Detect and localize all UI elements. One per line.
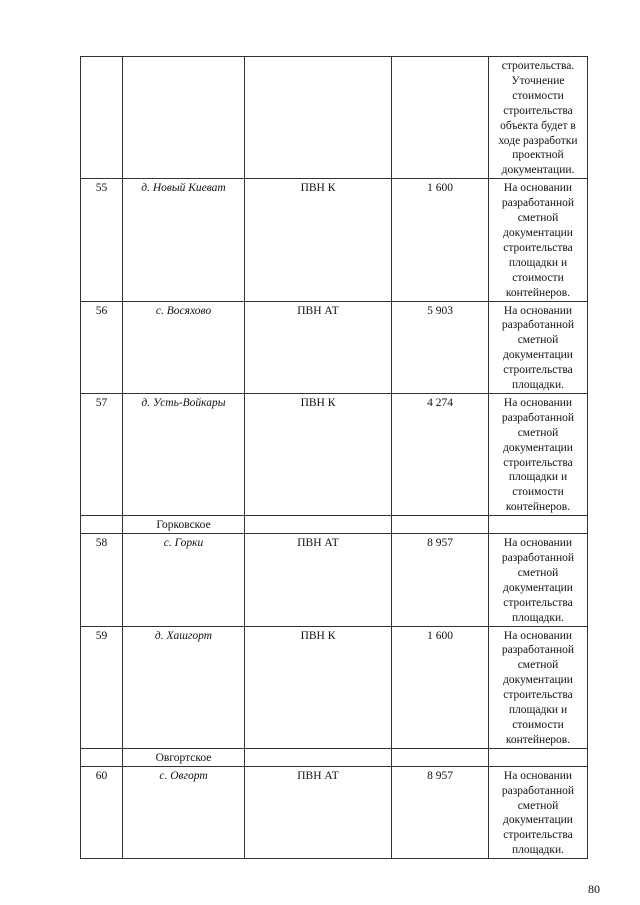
number-cell — [81, 57, 123, 179]
basis-cell — [489, 516, 588, 534]
item-number: 55 — [81, 179, 123, 301]
settlement-name: с. Восяхово — [123, 301, 245, 393]
item-number: 59 — [81, 626, 123, 748]
facility-type: ПВН АТ — [245, 534, 392, 626]
table-row — [81, 626, 588, 748]
item-number: 56 — [81, 301, 123, 393]
number-cell — [81, 516, 123, 534]
item-number: 60 — [81, 766, 123, 858]
settlement-name: с. Овгорт — [123, 766, 245, 858]
number-cell — [81, 748, 123, 766]
type-cell — [245, 748, 392, 766]
basis-text: На основании разработанной сметной документации строительства площадки. — [489, 534, 588, 626]
basis-cell — [489, 748, 588, 766]
place-cell — [123, 57, 245, 179]
cost-value: 8 957 — [392, 766, 489, 858]
type-cell — [245, 516, 392, 534]
cost-value: 8 957 — [392, 534, 489, 626]
table-row — [81, 179, 588, 301]
settlement-name: д. Новый Киеват — [123, 179, 245, 301]
facility-type: ПВН АТ — [245, 301, 392, 393]
district-name: Овгортское — [123, 748, 245, 766]
cost-value: 4 274 — [392, 393, 489, 515]
basis-text: На основании разработанной сметной документации строительства площадки. — [489, 766, 588, 858]
item-number: 57 — [81, 393, 123, 515]
basis-text: На основании разработанной сметной документации строительства площадки и стоимости контейнеров. — [489, 393, 588, 515]
page-number: 80 — [588, 882, 600, 896]
cost-cell — [392, 748, 489, 766]
district-row — [81, 748, 588, 766]
settlement-name: д. Хашгорт — [123, 626, 245, 748]
table-body — [81, 57, 588, 859]
facility-type: ПВН К — [245, 626, 392, 748]
table-row — [81, 393, 588, 515]
cost-table — [80, 56, 588, 859]
cost-cell — [392, 57, 489, 179]
basis-cell: строительства. Уточнение стоимости строительства объекта будет в ходе разработки проектной документации. — [489, 57, 588, 179]
settlement-name: с. Горки — [123, 534, 245, 626]
type-cell — [245, 57, 392, 179]
basis-text: На основании разработанной сметной документации строительства площадки. — [489, 301, 588, 393]
cost-value: 1 600 — [392, 626, 489, 748]
cost-value: 1 600 — [392, 179, 489, 301]
table-row — [81, 766, 588, 858]
cost-value: 5 903 — [392, 301, 489, 393]
table-row — [81, 57, 588, 179]
item-number: 58 — [81, 534, 123, 626]
district-name: Горковское — [123, 516, 245, 534]
cost-cell — [392, 516, 489, 534]
basis-text: На основании разработанной сметной документации строительства площадки и стоимости контейнеров. — [489, 179, 588, 301]
settlement-name: д. Усть-Войкары — [123, 393, 245, 515]
facility-type: ПВН К — [245, 393, 392, 515]
basis-text: На основании разработанной сметной документации строительства площадки и стоимости контейнеров. — [489, 626, 588, 748]
table-row — [81, 301, 588, 393]
facility-type: ПВН К — [245, 179, 392, 301]
district-row — [81, 516, 588, 534]
facility-type: ПВН АТ — [245, 766, 392, 858]
table-row — [81, 534, 588, 626]
